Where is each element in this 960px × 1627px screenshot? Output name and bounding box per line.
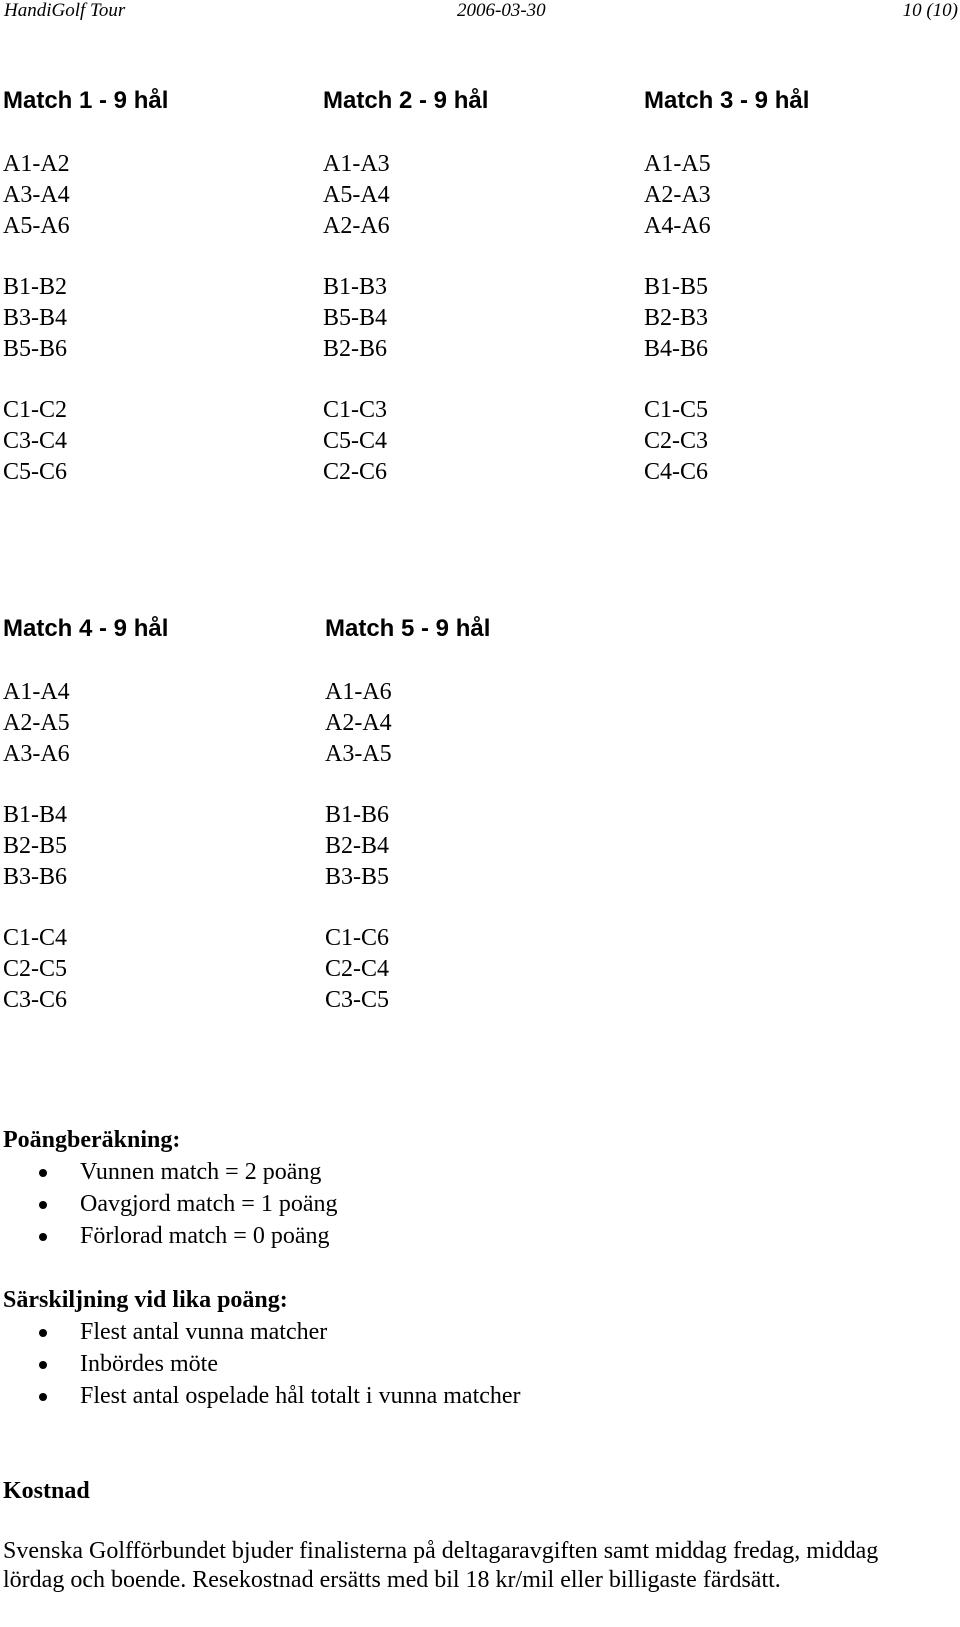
list-item-text: Oavgjord match = 1 poäng: [80, 1191, 338, 1217]
pairing: A2-A5: [3, 710, 70, 736]
match-title: Match 4 - 9 hål: [3, 615, 169, 642]
list-item-text: Flest antal vunna matcher: [80, 1319, 328, 1345]
list-item: [0, 1188, 337, 1220]
match-4: [3, 615, 303, 1046]
pairing: A1-A4: [3, 679, 70, 705]
header-title: HandiGolf Tour: [4, 0, 126, 21]
list-item: [0, 1380, 521, 1412]
tiebreak-list: [0, 1316, 521, 1412]
group-a: [323, 149, 623, 242]
pairing: C5-C6: [3, 459, 68, 485]
pairing: B5-B6: [3, 336, 68, 362]
pairing: C2-C3: [644, 428, 709, 454]
pairing: A1-A2: [3, 151, 70, 177]
pairing: C1-C3: [323, 397, 388, 423]
list-item: [0, 1220, 337, 1252]
group-a: [3, 149, 303, 242]
pairing: A5-A6: [3, 213, 70, 239]
match-title: Match 5 - 9 hål: [325, 615, 491, 642]
match-5: [325, 615, 625, 1046]
group-c: [325, 923, 625, 1016]
group-b: [3, 800, 303, 893]
match-3: [644, 87, 944, 518]
list-item-text: Vunnen match = 2 poäng: [80, 1159, 322, 1185]
pairing: C1-C6: [325, 925, 390, 951]
bullet-icon: [39, 1233, 47, 1241]
match-pairings: [3, 677, 303, 1016]
pairing: A2-A6: [323, 213, 390, 239]
pairing: C3-C5: [325, 987, 390, 1013]
scoring-list: [0, 1156, 337, 1252]
pairing: B1-B6: [325, 802, 390, 828]
group-c: [3, 923, 303, 1016]
bullet-icon: [39, 1169, 47, 1177]
pairing: B2-B3: [644, 305, 709, 331]
pairing: B3-B4: [3, 305, 68, 331]
bullet-icon: [39, 1329, 47, 1337]
pairing: B5-B4: [323, 305, 388, 331]
pairing: B1-B3: [323, 274, 388, 300]
match-2: [323, 87, 623, 518]
pairing: A1-A6: [325, 679, 392, 705]
tiebreak-title: Särskiljning vid lika poäng:: [3, 1287, 288, 1313]
match-pairings: [3, 149, 303, 488]
group-a: [325, 677, 625, 770]
pairing: B4-B6: [644, 336, 709, 362]
list-item-text: Flest antal ospelade hål totalt i vunna matcher: [80, 1383, 521, 1409]
match-pairings: [323, 149, 623, 488]
pairing: A3-A5: [325, 741, 392, 767]
pairing: A3-A4: [3, 182, 70, 208]
match-title: Match 3 - 9 hål: [644, 87, 810, 114]
list-item-text: Förlorad match = 0 poäng: [80, 1223, 330, 1249]
pairing: B3-B6: [3, 864, 68, 890]
bullet-icon: [39, 1393, 47, 1401]
group-b: [3, 272, 303, 365]
pairing: C1-C5: [644, 397, 709, 423]
scoring-title: Poängberäkning:: [3, 1127, 181, 1153]
pairing: B2-B4: [325, 833, 390, 859]
pairing: C1-C4: [3, 925, 68, 951]
pairing: A1-A5: [644, 151, 711, 177]
list-item: [0, 1316, 521, 1348]
pairing: C2-C4: [325, 956, 390, 982]
pairing: A2-A3: [644, 182, 711, 208]
pairing: B2-B5: [3, 833, 68, 859]
cost-title: Kostnad: [3, 1478, 90, 1504]
group-b: [325, 800, 625, 893]
pairing: A2-A4: [325, 710, 392, 736]
group-c: [3, 395, 303, 488]
pairing: B2-B6: [323, 336, 388, 362]
pairing: A5-A4: [323, 182, 390, 208]
page-header: [0, 0, 960, 24]
group-c: [644, 395, 944, 488]
pairing: A3-A6: [3, 741, 70, 767]
pairing: C2-C6: [323, 459, 388, 485]
pairing: B1-B2: [3, 274, 68, 300]
group-b: [644, 272, 944, 365]
list-item-text: Inbördes möte: [80, 1351, 218, 1377]
pairing: C3-C4: [3, 428, 68, 454]
bullet-icon: [39, 1361, 47, 1369]
group-c: [323, 395, 623, 488]
match-title: Match 1 - 9 hål: [3, 87, 169, 114]
group-b: [323, 272, 623, 365]
pairing: C1-C2: [3, 397, 68, 423]
match-pairings: [325, 677, 625, 1016]
pairing: B1-B4: [3, 802, 68, 828]
match-title: Match 2 - 9 hål: [323, 87, 489, 114]
group-a: [3, 677, 303, 770]
cost-paragraph: Svenska Golfförbundet bjuder finalisterna på deltagaravgiften samt middag fredag, middag lördag och boende. Resekostnad ersätts med bil 18 kr/mil eller billigaste färdsätt.: [3, 1538, 879, 1593]
pairing: C5-C4: [323, 428, 388, 454]
pairing: C3-C6: [3, 987, 68, 1013]
pairing: B1-B5: [644, 274, 709, 300]
pairing: A4-A6: [644, 213, 711, 239]
match-pairings: [644, 149, 944, 488]
group-a: [644, 149, 944, 242]
header-page-number: 10 (10): [902, 0, 958, 21]
match-1: [3, 87, 303, 518]
bullet-icon: [39, 1201, 47, 1209]
pairing: B3-B5: [325, 864, 390, 890]
pairing: A1-A3: [323, 151, 390, 177]
list-item: [0, 1348, 521, 1380]
pairing: C2-C5: [3, 956, 68, 982]
pairing: C4-C6: [644, 459, 709, 485]
list-item: [0, 1156, 337, 1188]
header-date: 2006-03-30: [457, 0, 546, 21]
